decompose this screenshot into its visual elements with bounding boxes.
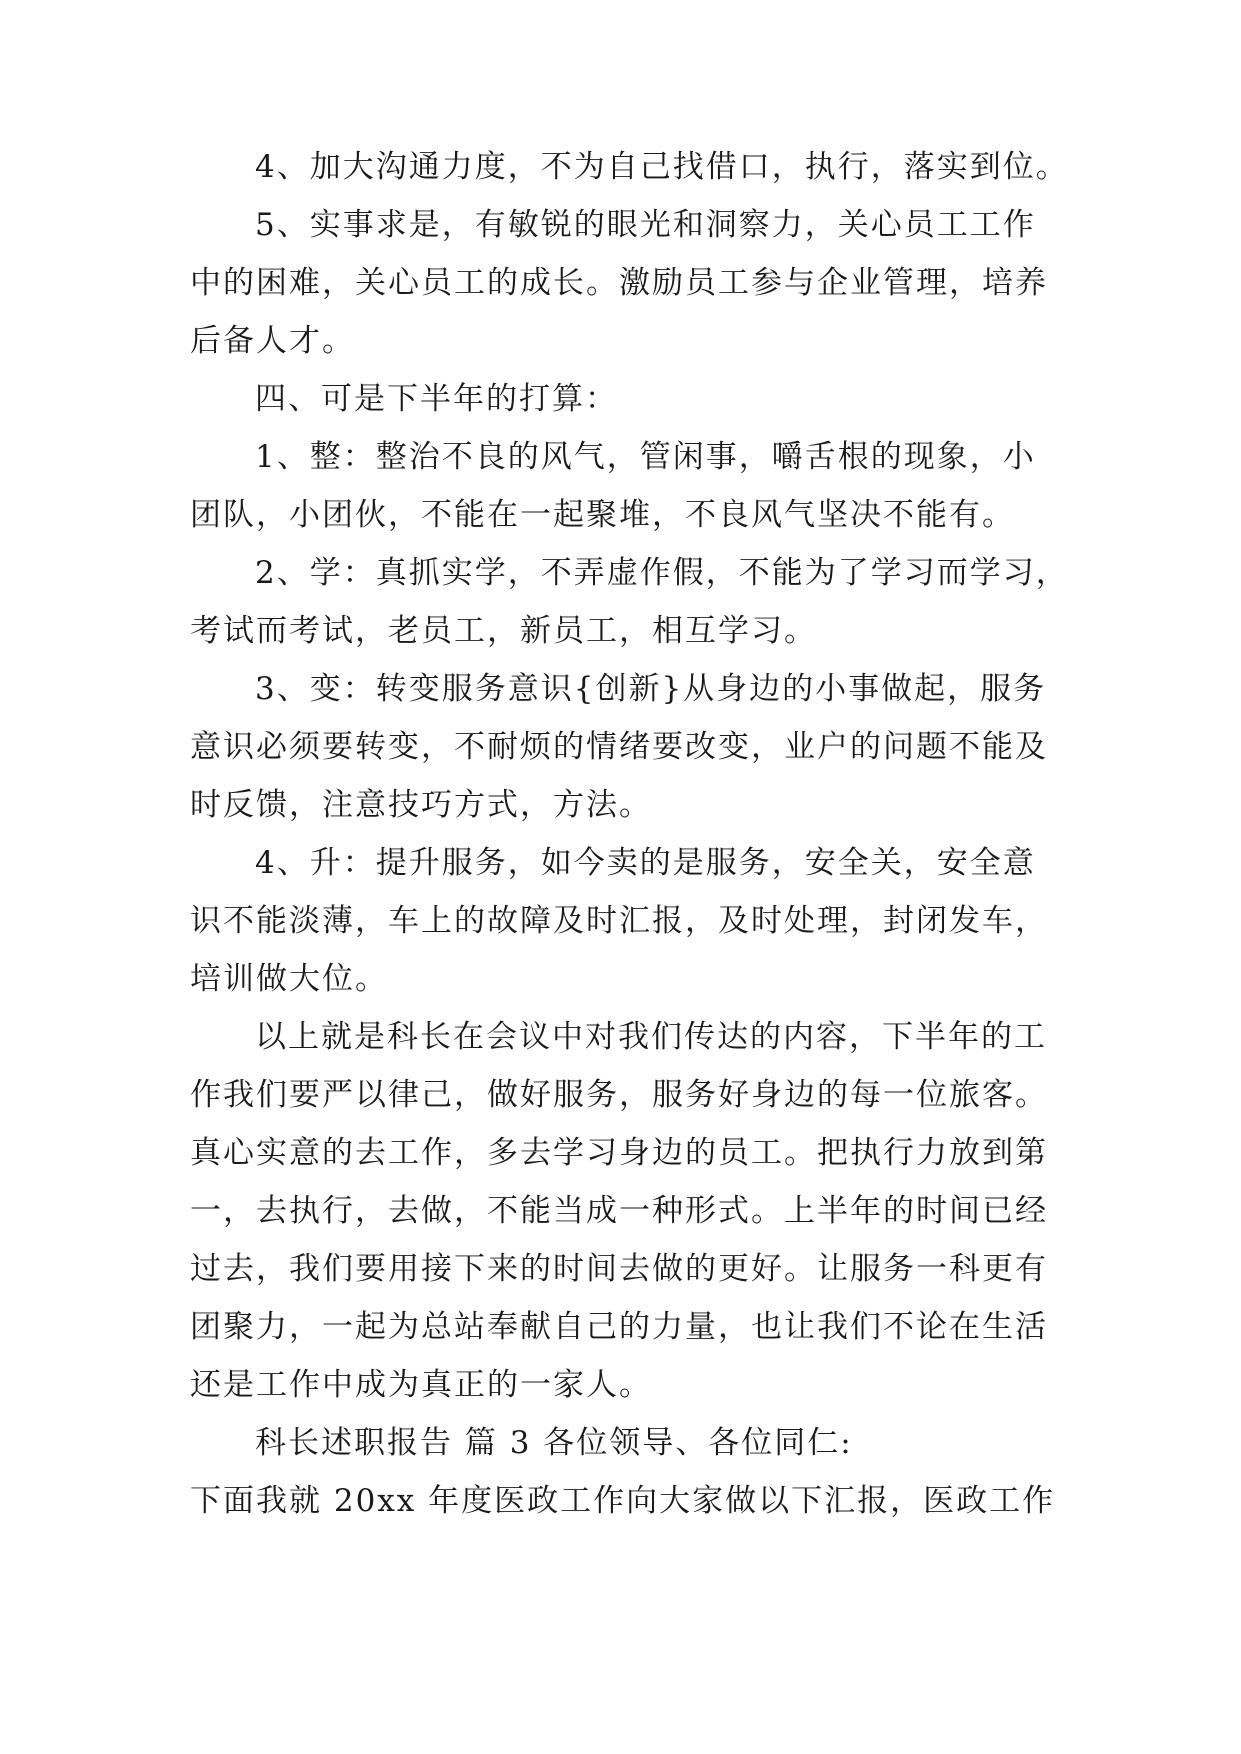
paragraph-line: 下面我就 20xx 年度医政工作向大家做以下汇报，医政工作 [190,1483,1056,1519]
paragraph-line: 4、升：提升服务，如今卖的是服务，安全关，安全意 [255,845,1036,881]
paragraph-line: 2、学：真抓实学，不弄虚作假，不能为了学习而学习， [255,555,1069,591]
section-heading: 四、可是下半年的打算： [255,381,618,417]
paragraph-line: 团聚力，一起为总站奉献自己的力量，也让我们不论在生活 [190,1309,1048,1345]
paragraph-line: 团队，小团伙，不能在一起聚堆，不良风气坚决不能有。 [190,497,1015,533]
paragraph-line: 以上就是科长在会议中对我们传达的内容，下半年的工 [255,1019,1047,1055]
paragraph-line: 作我们要严以律己，做好服务，服务好身边的每一位旅客。 [190,1077,1048,1113]
paragraph-line: 过去，我们要用接下来的时间去做的更好。让服务一科更有 [190,1251,1048,1287]
paragraph-line: 考试而考试，老员工，新员工，相互学习。 [190,613,817,649]
paragraph-line: 真心实意的去工作，多去学习身边的员工。把执行力放到第 [190,1135,1048,1171]
paragraph-line: 意识必须要转变，不耐烦的情绪要改变，业户的问题不能及 [190,729,1048,765]
paragraph-line: 还是工作中成为真正的一家人。 [190,1367,652,1403]
paragraph-line: 后备人才。 [190,323,355,359]
paragraph-line: 培训做大位。 [190,961,388,997]
paragraph-line: 3、变：转变服务意识{创新}从身边的小事做起，服务 [255,671,1047,707]
paragraph-line: 4、加大沟通力度，不为自己找借口，执行，落实到位。 [255,149,1069,185]
paragraph-line: 中的困难，关心员工的成长。激励员工参与企业管理，培养 [190,265,1048,301]
report-heading: 科长述职报告 篇 3 各位领导、各位同仁: [255,1425,853,1461]
paragraph-line: 一，去执行，去做，不能当成一种形式。上半年的时间已经 [190,1193,1048,1229]
paragraph-line: 时反馈，注意技巧方式，方法。 [190,787,652,823]
paragraph-line: 识不能淡薄，车上的故障及时汇报，及时处理，封闭发车， [190,903,1048,939]
paragraph-line: 1、整：整治不良的风气，管闲事，嚼舌根的现象，小 [255,439,1036,475]
paragraph-line: 5、实事求是，有敏锐的眼光和洞察力，关心员工工作 [255,207,1036,243]
